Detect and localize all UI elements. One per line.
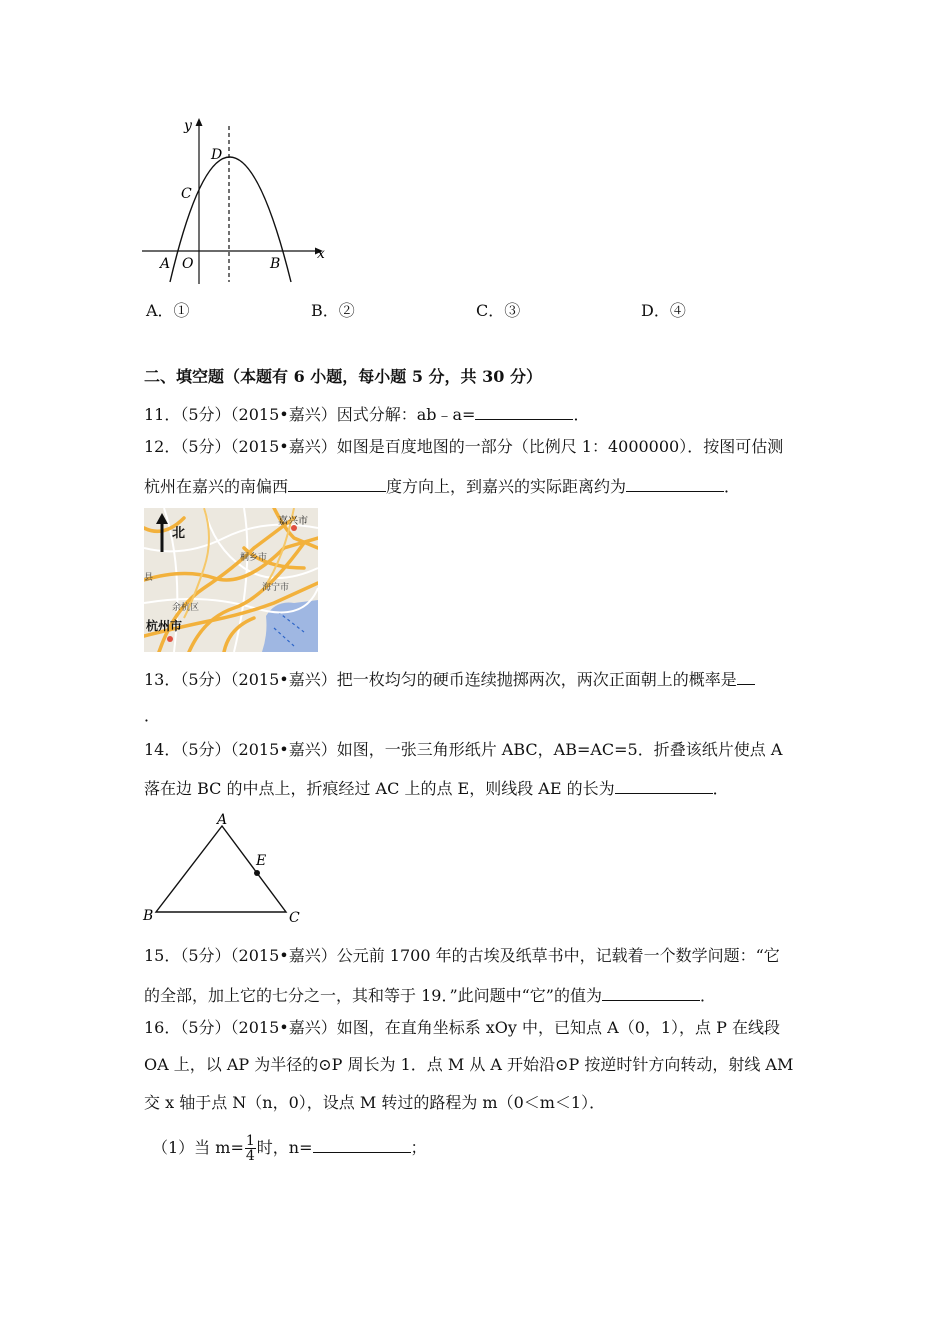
q14-blank [615, 777, 713, 794]
q15-blank [602, 984, 700, 1001]
question-14-line1: 14．（5分）（2015•嘉兴）如图，一张三角形纸片 ABC，AB=AC=5．折叠该纸片使点 A [144, 740, 783, 759]
label-tri-B: B [143, 908, 154, 924]
triangle-figure [140, 812, 310, 930]
q11-blank [475, 403, 573, 420]
map-label-north: 北 [172, 526, 186, 541]
map-label-haining: 海宁市 [262, 583, 290, 593]
option-b: B．② [311, 301, 355, 320]
label-x: x [317, 246, 325, 262]
q14-text-b: ． [712, 779, 729, 798]
map-label-hangzhou: 杭州市 [146, 619, 183, 633]
label-B: B [270, 256, 281, 272]
q15-text-b: ． [700, 986, 717, 1005]
label-y: y [184, 118, 192, 134]
q13-blank [737, 668, 755, 685]
section-title: 二、填空题（本题有 6 小题，每小题 5 分，共 30 分） [144, 367, 542, 386]
fraction-denominator: 4 [245, 1148, 255, 1164]
question-13-line2: ． [144, 706, 161, 725]
q14-text-a: 落在边 BC 的中点上，折痕经过 AC 上的点 E，则线段 AE 的长为 [144, 779, 615, 798]
label-D: D [211, 147, 223, 163]
label-tri-E: E [256, 853, 267, 869]
q15-text-a: 的全部，加上它的七分之一，其和等于 19．”此问题中“它”的值为 [144, 986, 602, 1005]
question-11 [144, 403, 589, 425]
label-C: C [181, 186, 192, 202]
triangle-abc [156, 826, 286, 912]
label-A: A [160, 256, 171, 272]
q12-blank-2 [626, 475, 724, 492]
q13-text: 13．（5分）（2015•嘉兴）把一枚均匀的硬币连续抛掷两次，两次正面朝上的概率是 [144, 670, 737, 689]
question-15-line2 [144, 984, 716, 1006]
q16-part1-prefix: （1）当 m= [152, 1138, 244, 1157]
q12-text-c: ． [724, 477, 741, 496]
parabola-figure [140, 112, 340, 287]
q16-part1-mid: 时，n= [256, 1138, 313, 1157]
question-16-line2: OA 上，以 AP 为半径的⊙P 周长为 1．点 M 从 A 开始沿⊙P 按逆时针方向转动，射线 AM [144, 1055, 794, 1074]
fraction-numerator: 1 [245, 1133, 255, 1149]
question-12-line2 [144, 475, 740, 497]
map-label-yuhang: 余杭区 [172, 603, 200, 613]
option-a: A．① [146, 301, 190, 320]
question-12-line1: 12．（5分）（2015•嘉兴）如图是百度地图的一部分（比例尺 1：4000000）．按图可估测 [144, 437, 784, 456]
q11-text: 11．（5分）（2015•嘉兴）因式分解：ab﹣a= [144, 405, 476, 424]
q16-blank [313, 1136, 411, 1153]
map-label-tongxiang: 桐乡市 [240, 553, 268, 563]
q12-blank-1 [288, 475, 386, 492]
question-16-part1 [152, 1134, 427, 1163]
map-label-county: 县 [144, 573, 154, 583]
q12-text-a: 杭州在嘉兴的南偏西 [144, 477, 289, 496]
option-c: C．③ [476, 301, 521, 320]
question-16-line1: 16．（5分）（2015•嘉兴）如图，在直角坐标系 xOy 中，已知点 A（0，1），点 P 在线段 [144, 1018, 780, 1037]
y-axis-arrow [196, 118, 203, 126]
q11-tail: ． [573, 405, 590, 424]
option-d: D．④ [641, 301, 686, 320]
map-label-jiaxing: 嘉兴市 [278, 516, 308, 527]
fraction-one-quarter [245, 1134, 256, 1163]
question-15-line1: 15．（5分）（2015•嘉兴）公元前 1700 年的古埃及纸草书中，记载着一个数学问题：“它 [144, 946, 780, 965]
label-tri-A: A [217, 812, 228, 828]
q16-part1-tail: ； [410, 1138, 427, 1157]
point-e [254, 870, 260, 876]
q12-text-b: 度方向上，到嘉兴的实际距离约为 [386, 477, 627, 496]
question-13-line1 [144, 668, 755, 690]
question-14-line2 [144, 777, 729, 799]
map-image [144, 508, 318, 652]
hangzhou-marker-icon [167, 636, 173, 642]
question-16-line3: 交 x 轴于点 N（n，0），设点 M 转过的路程为 m（0＜m＜1）． [144, 1093, 606, 1112]
label-O: O [182, 256, 194, 272]
label-tri-C: C [289, 910, 300, 926]
